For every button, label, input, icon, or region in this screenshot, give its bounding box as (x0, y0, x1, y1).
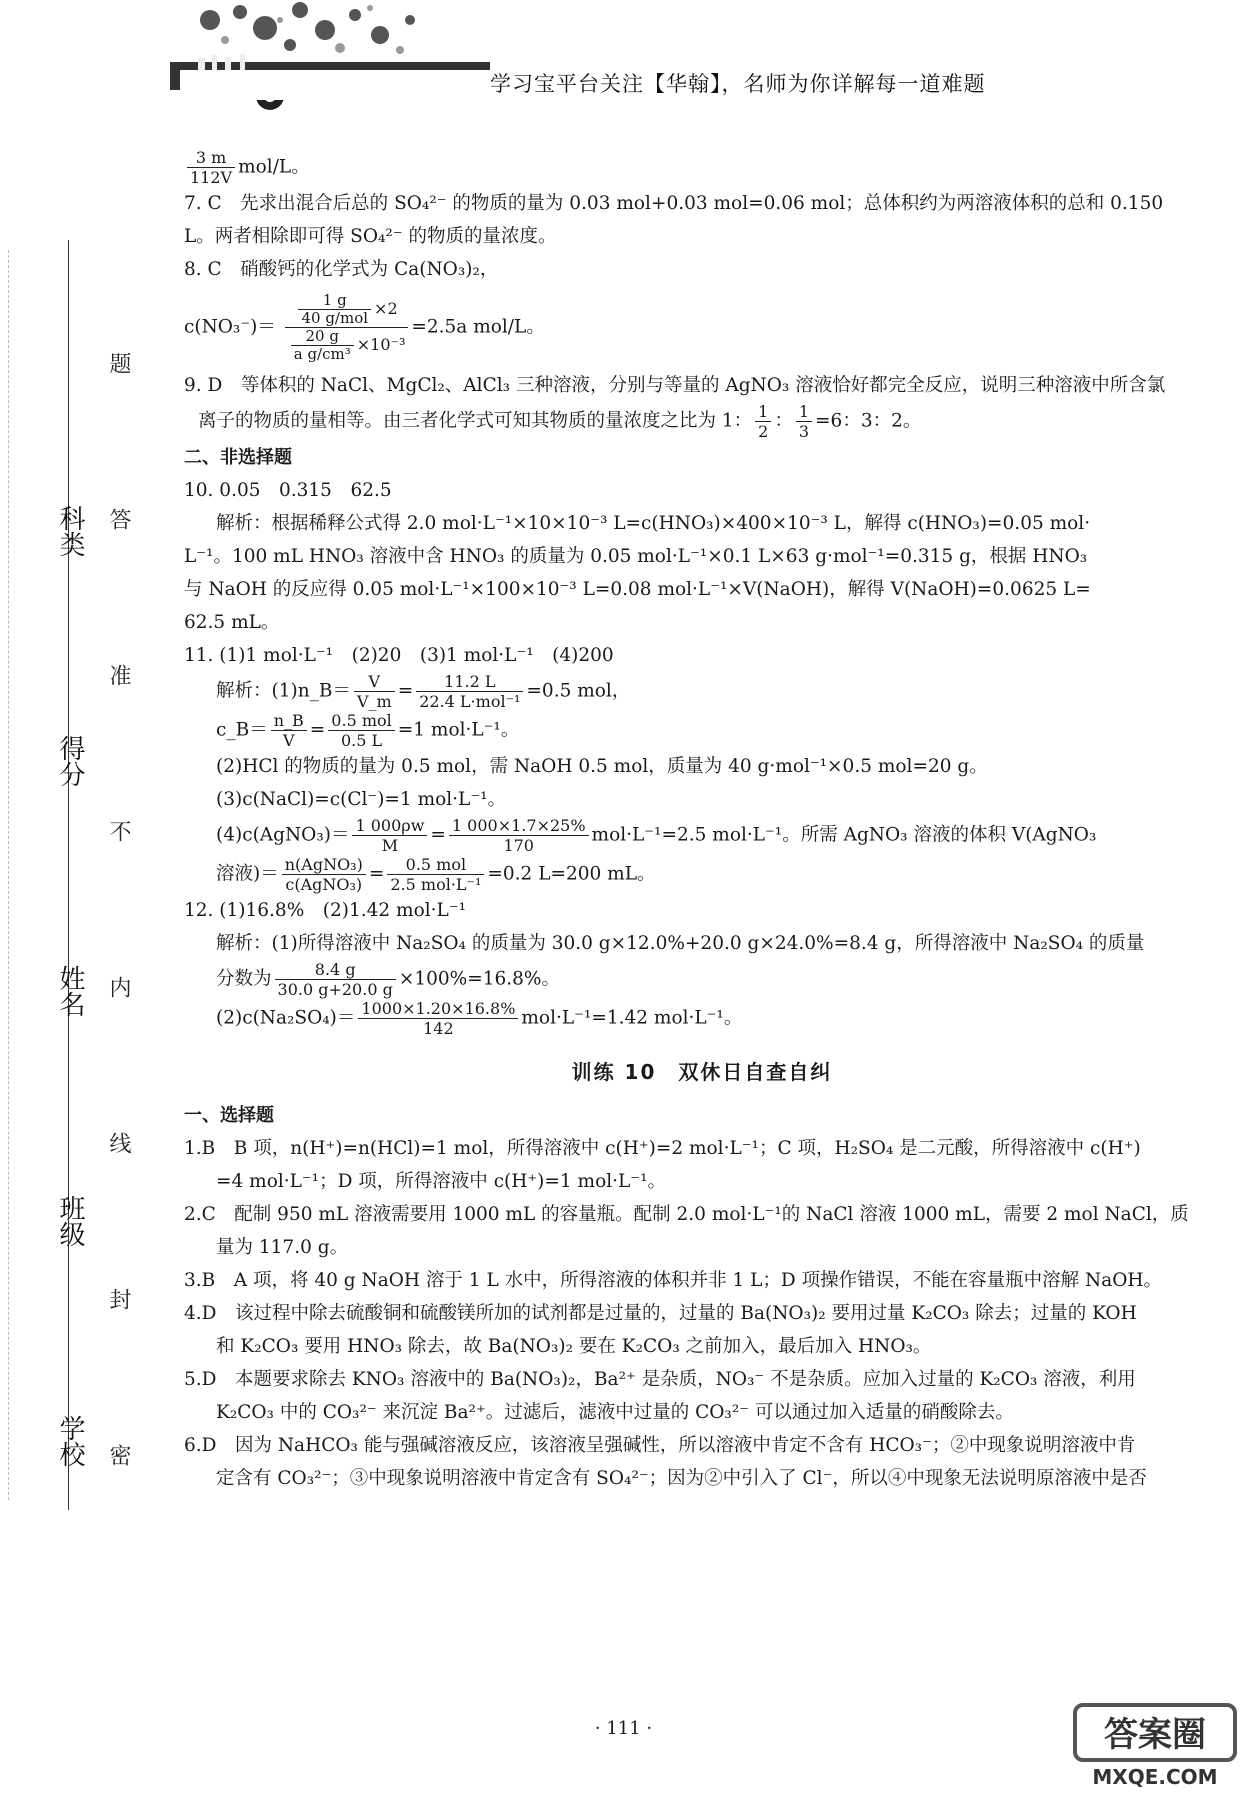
seal-char: 线 (106, 1132, 131, 1154)
answer-line: 量为 117.0 g。 (216, 1237, 349, 1258)
answer-line: 离子的物质的量相等。由三者化学式可知其物质的量浓度之比为 1： $\frac{1}{2}$ ： $\frac{1}{3}$ =6：3：2。 (198, 402, 922, 441)
answer-line: 4.D 该过程中除去硫酸铜和硫酸镁所加的试剂都是过量的，过量的 Ba(NO₃)₂ 要用过量 K₂CO₃ 除去；过量的 KOH (184, 1303, 1137, 1324)
answer-line: 8. C 硝酸钙的化学式为 Ca(NO₃)₂， (184, 259, 499, 280)
answer-line: L。两者相除即可得 SO₄²⁻ 的物质的量浓度。 (184, 226, 557, 247)
answer-line: $\frac{3 m}{112V}$ mol/L。 (184, 148, 1220, 187)
seal-char: 答 (106, 508, 131, 530)
gutter-rule (68, 240, 69, 1510)
fraction: $\frac{\text{0.5 mol}}{0.5 L}$ (328, 711, 394, 750)
fraction: $\frac{8.4 g}{30.0 g+20.0 g}$ (275, 960, 396, 999)
gutter-dotted-rule (8, 250, 9, 1500)
answer-line: 2.C 配制 950 mL 溶液需要用 1000 mL 的容量瓶。配制 2.0 mol·L⁻¹的 NaCl 溶液 1000 mL，需要 2 mol NaCl，质 (184, 1204, 1189, 1225)
answer-line: 1.B B 项，n(H⁺)=n(HCl)=1 mol，所得溶液中 c(H⁺)=2 mol·L⁻¹；C 项，H₂SO₄ 是二元酸，所得溶液中 c(H⁺) (184, 1138, 1141, 1159)
fraction: $\frac{11.2 L}{\text{22.4 L·mol⁻¹}}$ (416, 672, 523, 711)
answer-line: 与 NaOH 的反应得 0.05 mol·L⁻¹×100×10⁻³ L=0.08 mol·L⁻¹×V(NaOH)，解得 V(NaOH)=0.0625 L= (184, 579, 1091, 600)
seal-char: 密 (106, 1444, 131, 1466)
answer-line: c_B＝ $\frac{n\_B}{V}$ = $\frac{\text{0.5 mol}}{0.5 L}$ =1 mol·L⁻¹。 (216, 711, 520, 750)
compound-fraction: $\frac{1 g}{\text{40 g/mol}}$ ×2 $\frac{20 g}{\text{a g/cm³}}$ ×10⁻³ (285, 292, 409, 363)
section-heading: 二、非选择题 (184, 447, 292, 468)
answer-line: (2)c(Na₂SO₄)＝ $\frac{1000\times 1.20\times 16.8\%}{142}$ mol·L⁻¹=1.42 mol·L⁻¹。 (216, 999, 743, 1038)
seal-char: 内 (106, 976, 131, 998)
answer-line: (2)HCl 的物质的量为 0.5 mol，需 NaOH 0.5 mol，质量为 40 g·mol⁻¹×0.5 mol=20 g。 (216, 756, 988, 777)
answer-line: 定含有 CO₃²⁻；③中现象说明溶液中肯定含有 SO₄²⁻；因为②中引入了 Cl⁻，所以④中现象无法说明原溶液中是否 (216, 1468, 1147, 1489)
answer-line: c(NO₃⁻)＝ $\frac{1 g}{\text{40 g/mol}}$ ×2 $\frac{20 g}{\text{a g/cm³}}$ ×10⁻³ =2.5a mol/L。 (184, 291, 545, 363)
answer-line: 10. 0.05 0.315 62.5 (184, 480, 392, 501)
answer-line: 解析：(1)所得溶液中 Na₂SO₄ 的质量为 30.0 g×12.0%+20.0 g×24.0%=8.4 g，所得溶液中 Na₂SO₄ 的质量 (216, 933, 1145, 954)
seal-char: 不 (106, 820, 131, 842)
fraction: $\frac{1000\times 1.20\times 16.8\%}{142}$ (358, 999, 518, 1038)
gutter-label-subject: 科类 (55, 505, 85, 557)
fraction: $\frac{V}{V\_m}$ (354, 672, 395, 711)
fraction: $\frac{1 000\times 1.7\times 25\%}{170}$ (449, 816, 589, 855)
gutter-label-name: 姓名 (55, 965, 85, 1017)
answer-line: L⁻¹。100 mL HNO₃ 溶液中含 HNO₃ 的质量为 0.05 mol·L⁻¹×0.1 L×63 g·mol⁻¹=0.315 g，根据 HNO₃ (184, 546, 1088, 567)
header-decoration (170, 0, 490, 125)
answer-line: 溶液)＝ $\frac{\text{n(AgNO₃)}}{\text{c(AgNO₃)}}$ = $\frac{\text{0.5 mol}}{\text{2.5 mol·L⁻¹}}$ =0.2 L=200 mL。 (216, 855, 656, 894)
fraction: $\frac{1}{3}$ (796, 402, 812, 441)
seal-char: 准 (106, 664, 131, 686)
answer-line: 和 K₂CO₃ 要用 HNO₃ 除去，故 Ba(NO₃)₂ 要在 K₂CO₃ 之前加入，最后加入 HNO₃。 (216, 1336, 932, 1357)
fraction: $\frac{1}{2}$ (755, 402, 771, 441)
fraction: $\frac{1 000\rho w}{M}$ (352, 816, 427, 855)
answer-line: 分数为 $\frac{8.4 g}{30.0 g+20.0 g}$ ×100%=16.8%。 (216, 960, 560, 999)
answer-line: K₂CO₃ 中的 CO₃²⁻ 来沉淀 Ba²⁺。过滤后，滤液中过量的 CO₃²⁻ 可以通过加入适量的硝酸除去。 (216, 1402, 1014, 1423)
answer-line: 62.5 mL。 (184, 612, 280, 633)
answer-line: 12. (1)16.8% (2)1.42 mol·L⁻¹ (184, 900, 466, 921)
answer-line: 9. D 等体积的 NaCl、MgCl₂、AlCl₃ 三种溶液，分别与等量的 AgNO₃ 溶液恰好都完全反应，说明三种溶液中所含氯 (184, 375, 1166, 396)
watermark-icon (1070, 1700, 1240, 1790)
page-number: · 111 · (594, 1718, 653, 1739)
fraction: $\frac{3 m}{112V}$ (187, 148, 235, 187)
seal-char: 封 (106, 1288, 131, 1310)
answer-line: 3.B A 项，将 40 g NaOH 溶于 1 L 水中，所得溶液的体积并非 1 L；D 项操作错误，不能在容量瓶中溶解 NaOH。 (184, 1270, 1163, 1291)
fraction: $\frac{\text{0.5 mol}}{\text{2.5 mol·L⁻¹}}$ (387, 855, 484, 894)
watermark-logo (1070, 1700, 1240, 1790)
answer-line: (4)c(AgNO₃)＝ $\frac{1 000\rho w}{M}$ = $\frac{1 000\times 1.7\times 25\%}{170}$ mol·L⁻¹=2.5 mol·L⁻¹。所需 AgNO₃ 溶液的体积 V(AgNO₃ (216, 816, 1097, 855)
gutter-label-score: 得分 (55, 735, 85, 787)
gutter-label-class: 班级 (55, 1195, 85, 1247)
exercise-title: 训练 10 双休日自查自纠 (571, 1060, 833, 1084)
answer-line: (3)c(NaCl)=c(Cl⁻)=1 mol·L⁻¹。 (216, 789, 507, 810)
gutter-label-school: 学校 (55, 1415, 85, 1467)
answer-line: 解析：根据稀释公式得 2.0 mol·L⁻¹×10×10⁻³ L=c(HNO₃)×400×10⁻³ L，解得 c(HNO₃)=0.05 mol· (216, 513, 1091, 534)
binding-gutter (0, 0, 175, 1800)
answer-line: 7. C 先求出混合后总的 SO₄²⁻ 的物质的量为 0.03 mol+0.03 mol=0.06 mol；总体积约为两溶液体积的总和 0.150 (184, 193, 1164, 214)
answer-line: 解析：(1)n_B＝ $\frac{V}{V\_m}$ = $\frac{11.2 L}{\text{22.4 L·mol⁻¹}}$ =0.5 mol， (216, 672, 631, 711)
fraction: $\frac{n\_B}{V}$ (271, 711, 307, 750)
seal-char: 题 (106, 352, 131, 374)
header-slogan: 学习宝平台关注【华翰】，名师为你详解每一道难题 (490, 72, 986, 96)
section-heading: 一、选择题 (184, 1105, 274, 1126)
answer-line: 6.D 因为 NaHCO₃ 能与强碱溶液反应，该溶液呈强碱性，所以溶液中肯定不含有 HCO₃⁻；②中现象说明溶液中肯 (184, 1435, 1136, 1456)
watermark-text-bottom: MXQE.COM (1092, 1765, 1218, 1789)
answer-line: 5.D 本题要求除去 KNO₃ 溶液中的 Ba(NO₃)₂，Ba²⁺ 是杂质，NO₃⁻ 不是杂质。应加入过量的 K₂CO₃ 溶液，利用 (184, 1369, 1136, 1390)
answer-line: =4 mol·L⁻¹；D 项，所得溶液中 c(H⁺)=1 mol·L⁻¹。 (216, 1171, 666, 1192)
watermark-text-top: 答案圈 (1104, 1715, 1206, 1755)
fraction: $\frac{\text{n(AgNO₃)}}{\text{c(AgNO₃)}}$ (282, 855, 366, 894)
answer-line: 11. (1)1 mol·L⁻¹ (2)20 (3)1 mol·L⁻¹ (4)200 (184, 645, 614, 666)
answer-content (184, 148, 1220, 1495)
